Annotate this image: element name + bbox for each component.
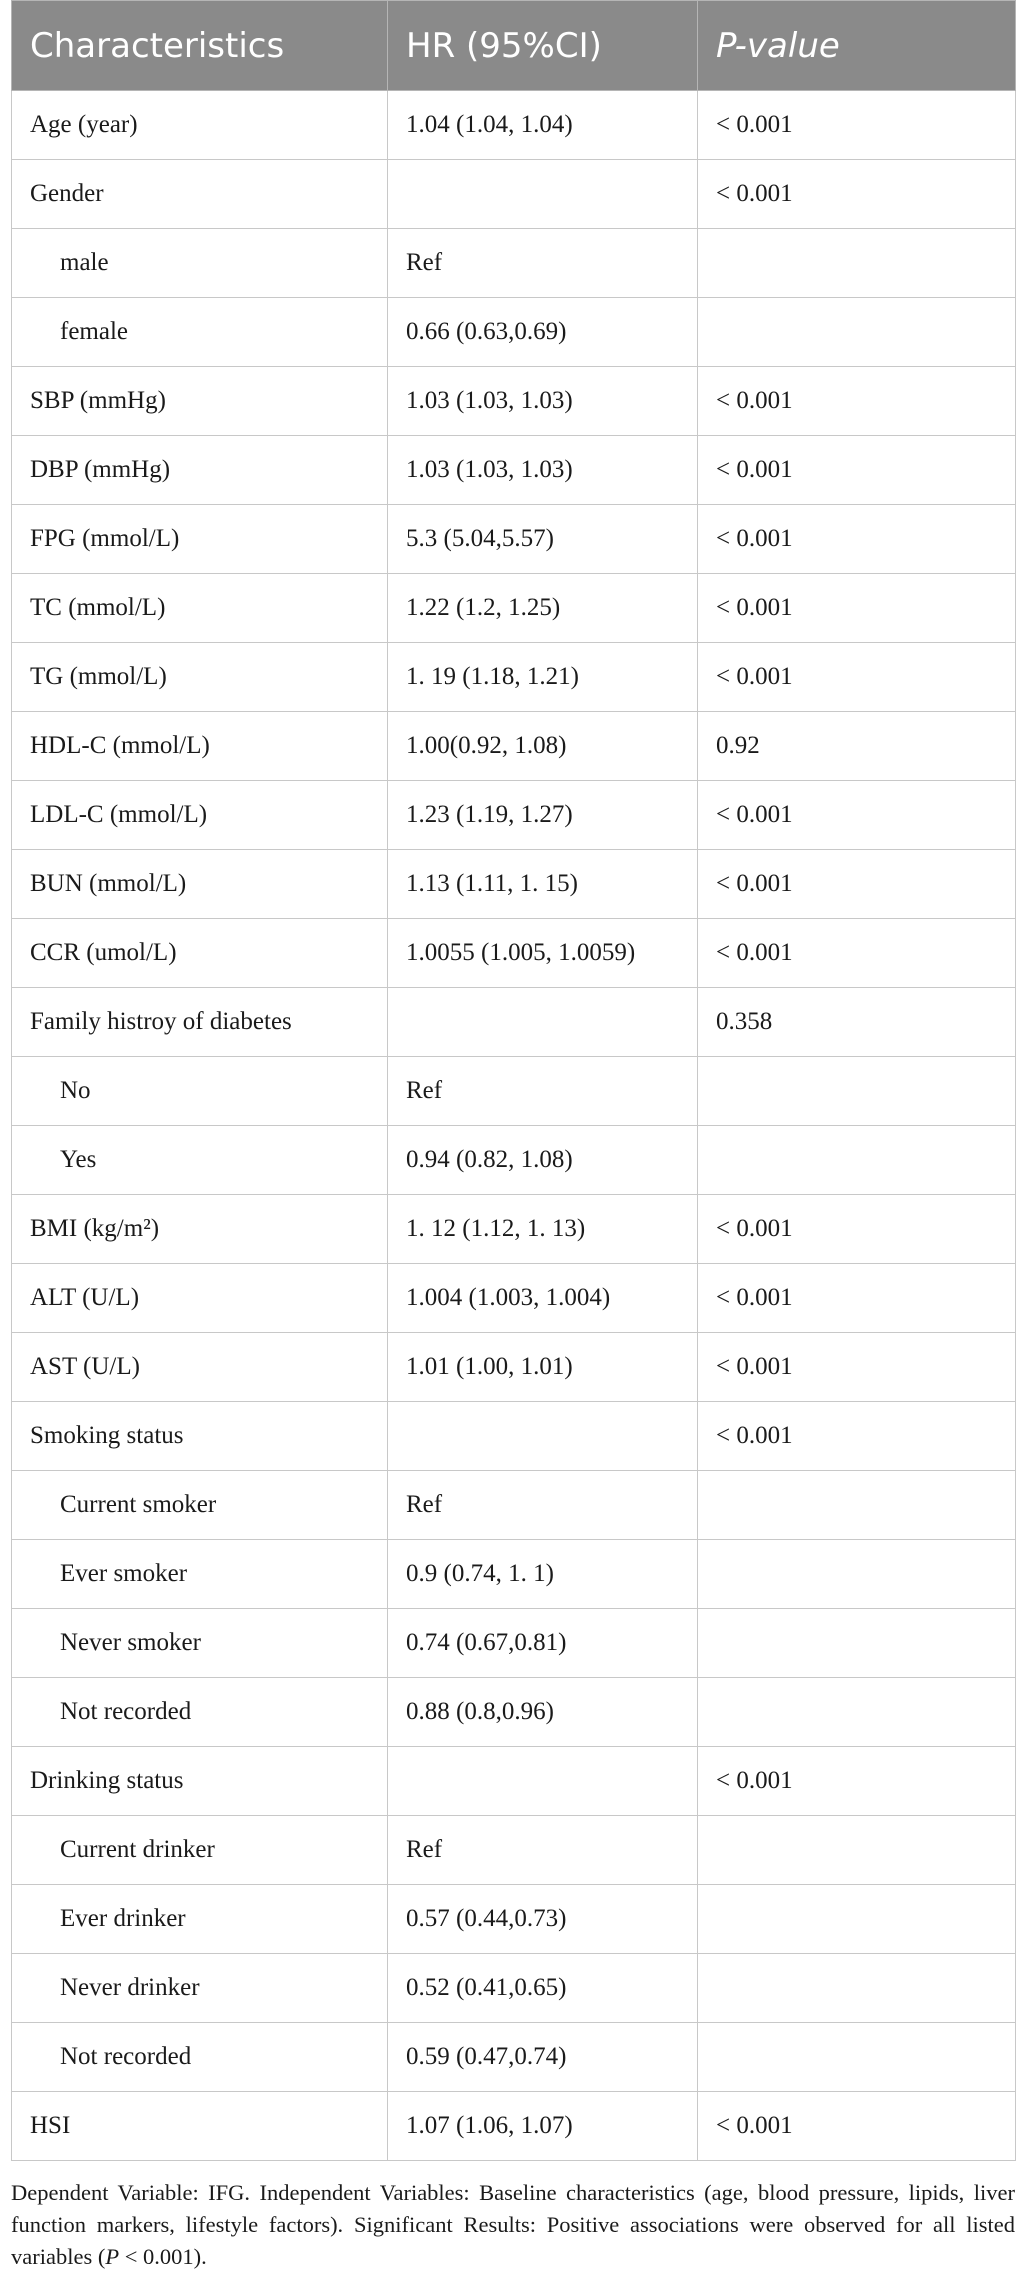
table-row bbox=[12, 1885, 1016, 1954]
cell-pvalue: < 0.001 bbox=[698, 781, 1016, 850]
cell-hr: Ref bbox=[388, 1816, 698, 1885]
cell-characteristic: TC (mmol/L) bbox=[12, 574, 388, 643]
cell-pvalue bbox=[698, 1885, 1016, 1954]
cell-hr: 1.04 (1.04, 1.04) bbox=[388, 91, 698, 160]
cell-characteristic: female bbox=[12, 298, 388, 367]
cell-pvalue: < 0.001 bbox=[698, 2092, 1016, 2161]
cell-pvalue bbox=[698, 298, 1016, 367]
cell-hr: 0.66 (0.63,0.69) bbox=[388, 298, 698, 367]
cell-hr: 1.004 (1.003, 1.004) bbox=[388, 1264, 698, 1333]
table-row bbox=[12, 2092, 1016, 2161]
cell-characteristic: Age (year) bbox=[12, 91, 388, 160]
table-row bbox=[12, 574, 1016, 643]
table-header-row bbox=[12, 1, 1016, 91]
cell-pvalue: < 0.001 bbox=[698, 436, 1016, 505]
table-row bbox=[12, 1954, 1016, 2023]
cell-pvalue bbox=[698, 229, 1016, 298]
cell-characteristic: Current drinker bbox=[12, 1816, 388, 1885]
cell-pvalue: < 0.001 bbox=[698, 919, 1016, 988]
header-hr: HR (95%CI) bbox=[388, 1, 698, 91]
cell-characteristic: Current smoker bbox=[12, 1471, 388, 1540]
cell-hr: 0.9 (0.74, 1. 1) bbox=[388, 1540, 698, 1609]
cell-hr bbox=[388, 160, 698, 229]
cell-characteristic: FPG (mmol/L) bbox=[12, 505, 388, 574]
header-pvalue: P-value bbox=[698, 1, 1016, 91]
footnote-p-symbol: P bbox=[105, 2244, 120, 2269]
table-row bbox=[12, 229, 1016, 298]
cell-characteristic: Not recorded bbox=[12, 2023, 388, 2092]
table-row bbox=[12, 1816, 1016, 1885]
cell-characteristic: BMI (kg/m²) bbox=[12, 1195, 388, 1264]
table-row bbox=[12, 1678, 1016, 1747]
cell-hr: 5.3 (5.04,5.57) bbox=[388, 505, 698, 574]
cell-characteristic: Family histroy of diabetes bbox=[12, 988, 388, 1057]
table-row bbox=[12, 1195, 1016, 1264]
cell-characteristic: Drinking status bbox=[12, 1747, 388, 1816]
table-row bbox=[12, 1333, 1016, 1402]
cell-hr: 1.00(0.92, 1.08) bbox=[388, 712, 698, 781]
cell-characteristic: Yes bbox=[12, 1126, 388, 1195]
cell-hr: 0.94 (0.82, 1.08) bbox=[388, 1126, 698, 1195]
cell-pvalue bbox=[698, 1816, 1016, 1885]
table-row bbox=[12, 1747, 1016, 1816]
cell-hr bbox=[388, 1402, 698, 1471]
table-row bbox=[12, 1126, 1016, 1195]
cell-characteristic: CCR (umol/L) bbox=[12, 919, 388, 988]
cell-characteristic: Smoking status bbox=[12, 1402, 388, 1471]
cell-characteristic: Not recorded bbox=[12, 1678, 388, 1747]
cell-hr: 1.03 (1.03, 1.03) bbox=[388, 436, 698, 505]
table-row bbox=[12, 850, 1016, 919]
cell-hr bbox=[388, 1747, 698, 1816]
cell-pvalue bbox=[698, 1540, 1016, 1609]
footnote-text: Dependent Variable: IFG. Independent Variables: Baseline characteristics (age, blood pressure, lipids, liver function markers, lifestyle factors). Significant Results: Positive associations were observed for all listed variables ( bbox=[11, 2180, 1015, 2269]
cell-hr: 1.01 (1.00, 1.01) bbox=[388, 1333, 698, 1402]
cell-characteristic: SBP (mmHg) bbox=[12, 367, 388, 436]
table-row bbox=[12, 436, 1016, 505]
cell-hr: Ref bbox=[388, 1471, 698, 1540]
cell-pvalue bbox=[698, 1126, 1016, 1195]
cell-pvalue: 0.92 bbox=[698, 712, 1016, 781]
cell-hr bbox=[388, 988, 698, 1057]
cell-characteristic: DBP (mmHg) bbox=[12, 436, 388, 505]
table-row bbox=[12, 91, 1016, 160]
cell-characteristic: ALT (U/L) bbox=[12, 1264, 388, 1333]
cell-hr: 1.07 (1.06, 1.07) bbox=[388, 2092, 698, 2161]
cell-hr: 0.88 (0.8,0.96) bbox=[388, 1678, 698, 1747]
cell-characteristic: BUN (mmol/L) bbox=[12, 850, 388, 919]
cell-characteristic: male bbox=[12, 229, 388, 298]
table-footnote bbox=[11, 2177, 1015, 2273]
header-characteristics: Characteristics bbox=[12, 1, 388, 91]
cell-pvalue bbox=[698, 1609, 1016, 1678]
cell-pvalue: 0.358 bbox=[698, 988, 1016, 1057]
cell-pvalue: < 0.001 bbox=[698, 1195, 1016, 1264]
table-row bbox=[12, 160, 1016, 229]
cell-hr: 0.74 (0.67,0.81) bbox=[388, 1609, 698, 1678]
cell-pvalue: < 0.001 bbox=[698, 850, 1016, 919]
table-row bbox=[12, 298, 1016, 367]
cell-hr: 1. 12 (1.12, 1. 13) bbox=[388, 1195, 698, 1264]
cell-characteristic: AST (U/L) bbox=[12, 1333, 388, 1402]
table-row bbox=[12, 1057, 1016, 1126]
cell-pvalue: < 0.001 bbox=[698, 505, 1016, 574]
cell-characteristic: Ever smoker bbox=[12, 1540, 388, 1609]
table-row bbox=[12, 781, 1016, 850]
cell-hr: 1.0055 (1.005, 1.0059) bbox=[388, 919, 698, 988]
cell-pvalue: < 0.001 bbox=[698, 91, 1016, 160]
table-body bbox=[12, 91, 1016, 2161]
cell-characteristic: HSI bbox=[12, 2092, 388, 2161]
cell-hr: 0.59 (0.47,0.74) bbox=[388, 2023, 698, 2092]
cell-pvalue: < 0.001 bbox=[698, 1747, 1016, 1816]
cell-hr: 1.13 (1.11, 1. 15) bbox=[388, 850, 698, 919]
table-row bbox=[12, 1609, 1016, 1678]
hazard-ratio-table bbox=[11, 0, 1016, 2161]
cell-pvalue: < 0.001 bbox=[698, 1264, 1016, 1333]
cell-characteristic: No bbox=[12, 1057, 388, 1126]
cell-hr: 0.57 (0.44,0.73) bbox=[388, 1885, 698, 1954]
table-row bbox=[12, 988, 1016, 1057]
table-row bbox=[12, 2023, 1016, 2092]
page-content bbox=[11, 0, 1015, 2296]
table-row bbox=[12, 367, 1016, 436]
table-row bbox=[12, 1402, 1016, 1471]
footnote-text-end: < 0.001). bbox=[119, 2244, 207, 2269]
table-row bbox=[12, 1471, 1016, 1540]
cell-pvalue: < 0.001 bbox=[698, 367, 1016, 436]
table-row bbox=[12, 1540, 1016, 1609]
cell-pvalue bbox=[698, 1954, 1016, 2023]
cell-pvalue bbox=[698, 1057, 1016, 1126]
table-row bbox=[12, 919, 1016, 988]
cell-hr: 1.22 (1.2, 1.25) bbox=[388, 574, 698, 643]
cell-pvalue bbox=[698, 1471, 1016, 1540]
cell-pvalue: < 0.001 bbox=[698, 643, 1016, 712]
cell-hr: 1. 19 (1.18, 1.21) bbox=[388, 643, 698, 712]
cell-hr: Ref bbox=[388, 1057, 698, 1126]
cell-pvalue: < 0.001 bbox=[698, 160, 1016, 229]
cell-pvalue: < 0.001 bbox=[698, 1402, 1016, 1471]
cell-characteristic: Never drinker bbox=[12, 1954, 388, 2023]
cell-characteristic: HDL-C (mmol/L) bbox=[12, 712, 388, 781]
cell-characteristic: Gender bbox=[12, 160, 388, 229]
cell-pvalue bbox=[698, 2023, 1016, 2092]
cell-characteristic: TG (mmol/L) bbox=[12, 643, 388, 712]
table-row bbox=[12, 1264, 1016, 1333]
cell-hr: 1.03 (1.03, 1.03) bbox=[388, 367, 698, 436]
cell-hr: Ref bbox=[388, 229, 698, 298]
cell-characteristic: Ever drinker bbox=[12, 1885, 388, 1954]
table-row bbox=[12, 643, 1016, 712]
table-row bbox=[12, 712, 1016, 781]
cell-pvalue: < 0.001 bbox=[698, 1333, 1016, 1402]
cell-pvalue: < 0.001 bbox=[698, 574, 1016, 643]
cell-pvalue bbox=[698, 1678, 1016, 1747]
cell-hr: 0.52 (0.41,0.65) bbox=[388, 1954, 698, 2023]
cell-hr: 1.23 (1.19, 1.27) bbox=[388, 781, 698, 850]
table-row bbox=[12, 505, 1016, 574]
cell-characteristic: Never smoker bbox=[12, 1609, 388, 1678]
cell-characteristic: LDL-C (mmol/L) bbox=[12, 781, 388, 850]
